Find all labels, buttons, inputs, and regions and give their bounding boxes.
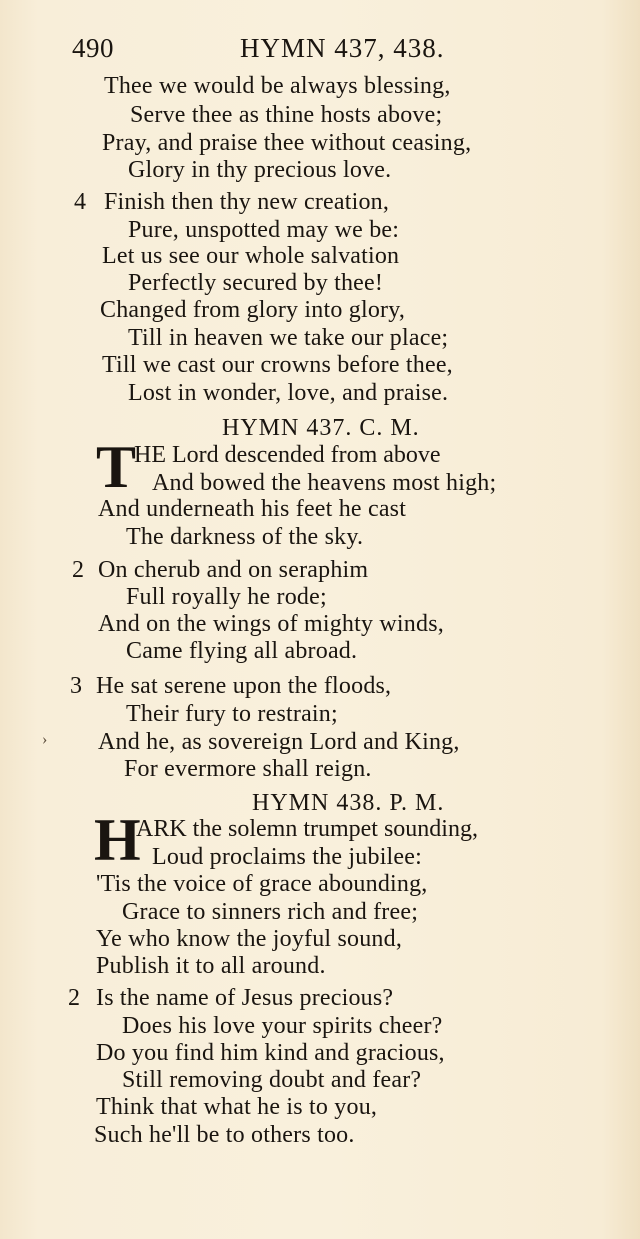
drop-cap: H — [94, 807, 141, 873]
verse-line: Thee we would be always blessing, — [104, 73, 451, 99]
stanza-number: 4 — [74, 189, 86, 215]
verse-line: Still removing doubt and fear? — [122, 1067, 422, 1093]
verse-line: Lost in wonder, love, and praise. — [128, 380, 449, 406]
verse-line: Pure, unspotted may we be: — [128, 217, 400, 243]
verse-line: Publish it to all around. — [96, 953, 326, 979]
hymn-438-heading: HYMN 438. P. M. — [252, 790, 445, 816]
verse-line: Perfectly secured by thee! — [128, 270, 384, 296]
verse-line: 'Tis the voice of grace abounding, — [96, 871, 428, 897]
stray-ink-mark: › — [42, 731, 48, 748]
drop-cap: T — [96, 434, 137, 500]
verse-line: Their fury to restrain; — [126, 701, 338, 727]
verse-line: Do you find him kind and gracious, — [96, 1040, 445, 1066]
stanza-number: 2 — [72, 557, 84, 583]
verse-line: Loud proclaims the jubilee: — [152, 844, 422, 870]
verse-line: For evermore shall reign. — [124, 756, 372, 782]
verse-line: He sat serene upon the floods, — [96, 673, 392, 699]
verse-line: And he, as sovereign Lord and King, — [98, 729, 460, 755]
verse-line: Ye who know the joyful sound, — [96, 926, 403, 952]
verse-line: Is the name of Jesus precious? — [96, 985, 394, 1011]
verse-line: HE Lord descended from above — [134, 442, 441, 468]
verse-line: Serve thee as thine hosts above; — [130, 102, 443, 128]
verse-line: Till we cast our crowns before thee, — [102, 352, 453, 378]
page-number: 490 — [72, 33, 114, 63]
verse-line: Finish then thy new creation, — [104, 189, 390, 215]
verse-line: And bowed the heavens most high; — [152, 470, 497, 496]
verse-line: Glory in thy precious love. — [128, 157, 392, 183]
hymn-437-heading: HYMN 437. C. M. — [222, 415, 420, 441]
verse-line: The darkness of the sky. — [126, 524, 364, 550]
verse-line: On cherub and on seraphim — [98, 557, 369, 583]
stanza-number: 3 — [70, 673, 82, 699]
verse-line: Does his love your spirits cheer? — [122, 1013, 443, 1039]
verse-line: Such he'll be to others too. — [94, 1122, 355, 1148]
verse-line: And underneath his feet he cast — [98, 496, 407, 522]
verse-line: Think that what he is to you, — [96, 1094, 378, 1120]
verse-line: Changed from glory into glory, — [100, 297, 406, 323]
verse-line: Till in heaven we take our place; — [128, 325, 449, 351]
verse-line: And on the wings of mighty winds, — [98, 611, 444, 637]
verse-line: Let us see our whole salvation — [102, 243, 400, 269]
verse-line: Came flying all abroad. — [126, 638, 358, 664]
verse-line: ARK the solemn trumpet sounding, — [136, 816, 478, 842]
verse-line: Full royally he rode; — [126, 584, 327, 610]
verse-line: Grace to sinners rich and free; — [122, 899, 419, 925]
running-header: HYMN 437, 438. — [240, 33, 445, 63]
stanza-number: 2 — [68, 985, 80, 1011]
verse-line: Pray, and praise thee without ceasing, — [102, 130, 472, 156]
